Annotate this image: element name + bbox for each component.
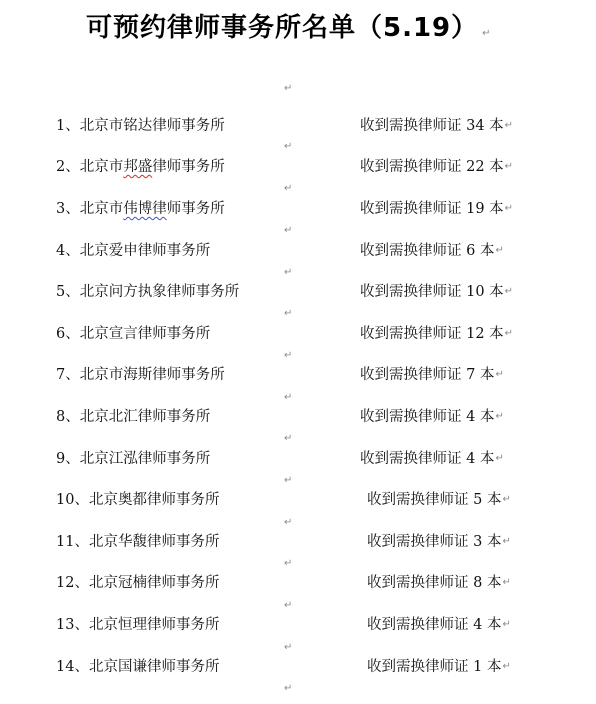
- firm-status-text: 收到需换律师证 8 本: [367, 575, 502, 591]
- firm-status: [367, 615, 511, 635]
- firm-name: 10、北京奥都律师事务所: [56, 492, 220, 508]
- firm-status-text: 收到需换律师证 34 本: [360, 118, 504, 134]
- firm-status-text: 收到需换律师证 22 本: [360, 159, 504, 175]
- title-line: [86, 4, 491, 44]
- paragraph-mark-icon: ↵: [504, 161, 514, 172]
- firm-status: [360, 157, 513, 177]
- list-item: [0, 532, 596, 552]
- firm-status-text: 收到需换律师证 4 本: [360, 409, 495, 425]
- paragraph-mark-icon: ↵: [495, 411, 504, 422]
- list-item: [0, 615, 596, 635]
- list-item: [0, 157, 596, 177]
- firm-status-text: 收到需换律师证 12 本: [360, 326, 504, 342]
- paragraph-mark-icon: ↵: [502, 619, 511, 630]
- paragraph-mark-icon: ↵: [502, 494, 511, 505]
- list-item: [0, 407, 596, 427]
- firm-status-text: 收到需换律师证 6 本: [360, 243, 495, 259]
- firm-status-text: 收到需换律师证 5 本: [367, 492, 502, 508]
- firm-status: [360, 365, 504, 385]
- firm-name: 5、北京问方执象律师事务所: [56, 284, 240, 300]
- firm-status: [367, 532, 511, 552]
- firm-status: [360, 199, 513, 219]
- paragraph-mark-icon: ↵: [284, 350, 293, 361]
- firm-name: 12、北京冠楠律师事务所: [56, 575, 220, 591]
- paragraph-mark-icon: ↵: [482, 28, 491, 39]
- firm-name: 4、北京爱申律师事务所: [56, 243, 211, 259]
- paragraph-mark-icon: ↵: [502, 661, 511, 672]
- firm-status: [360, 241, 504, 261]
- firm-status: [367, 573, 511, 593]
- firm-status-text: 收到需换律师证 1 本: [367, 659, 502, 675]
- firm-status-text: 收到需换律师证 19 本: [360, 201, 504, 217]
- paragraph-mark-icon: ↵: [284, 225, 293, 236]
- paragraph-mark-icon: ↵: [502, 536, 511, 547]
- paragraph-mark-icon: ↵: [284, 83, 293, 94]
- paragraph-mark-icon: ↵: [504, 286, 514, 297]
- firm-name: 6、北京宣言律师事务所: [56, 326, 211, 342]
- firm-name: 3、北京市伟博律师事务所: [56, 201, 225, 217]
- firm-status: [360, 449, 504, 469]
- paragraph-mark-icon: ↵: [504, 328, 514, 339]
- firm-status: [367, 490, 511, 510]
- firm-status: [360, 324, 513, 344]
- firm-status-text: 收到需换律师证 4 本: [367, 617, 502, 633]
- list-item: [0, 573, 596, 593]
- firm-name: 8、北京北汇律师事务所: [56, 409, 211, 425]
- paragraph-mark-icon: ↵: [284, 683, 293, 694]
- document-title: 可预约律师事务所名单（5.19）: [86, 13, 479, 43]
- firm-name: 11、北京华馥律师事务所: [56, 534, 220, 550]
- firm-name: 9、北京江泓律师事务所: [56, 451, 211, 467]
- paragraph-mark-icon: ↵: [284, 267, 293, 278]
- firm-name: 13、北京恒理律师事务所: [56, 617, 220, 633]
- firm-status: [367, 657, 511, 677]
- firm-name: 7、北京市海斯律师事务所: [56, 367, 225, 383]
- firm-name: 14、北京国谦律师事务所: [56, 659, 220, 675]
- paragraph-mark-icon: ↵: [504, 203, 514, 214]
- firm-status: [360, 407, 504, 427]
- paragraph-mark-icon: ↵: [284, 642, 293, 653]
- paragraph-mark-icon: ↵: [284, 183, 293, 194]
- paragraph-mark-icon: ↵: [284, 392, 293, 403]
- firm-status-text: 收到需换律师证 4 本: [360, 451, 495, 467]
- paragraph-mark-icon: ↵: [284, 558, 293, 569]
- firm-name: 2、北京市邦盛律师事务所: [56, 159, 225, 175]
- list-item: [0, 449, 596, 469]
- paragraph-mark-icon: ↵: [504, 120, 514, 131]
- paragraph-mark-icon: ↵: [284, 600, 293, 611]
- paragraph-mark-icon: ↵: [495, 453, 504, 464]
- paragraph-mark-icon: ↵: [284, 475, 293, 486]
- paragraph-mark-icon: ↵: [495, 245, 504, 256]
- list-item: [0, 365, 596, 385]
- list-item: [0, 282, 596, 302]
- firm-status-text: 收到需换律师证 3 本: [367, 534, 502, 550]
- paragraph-mark-icon: ↵: [502, 577, 511, 588]
- firm-status: [360, 282, 513, 302]
- firm-name: 1、北京市铭达律师事务所: [56, 118, 225, 134]
- firm-status-text: 收到需换律师证 7 本: [360, 367, 495, 383]
- paragraph-mark-icon: ↵: [284, 433, 293, 444]
- paragraph-mark-icon: ↵: [495, 369, 504, 380]
- firm-status-text: 收到需换律师证 10 本: [360, 284, 504, 300]
- firm-status: [360, 116, 513, 136]
- list-item: [0, 116, 596, 136]
- list-item: [0, 241, 596, 261]
- list-item: [0, 657, 596, 677]
- paragraph-mark-icon: ↵: [284, 308, 293, 319]
- paragraph-mark-icon: ↵: [284, 517, 293, 528]
- list-item: [0, 324, 596, 344]
- list-item: [0, 490, 596, 510]
- list-item: [0, 199, 596, 219]
- paragraph-mark-icon: ↵: [284, 141, 293, 152]
